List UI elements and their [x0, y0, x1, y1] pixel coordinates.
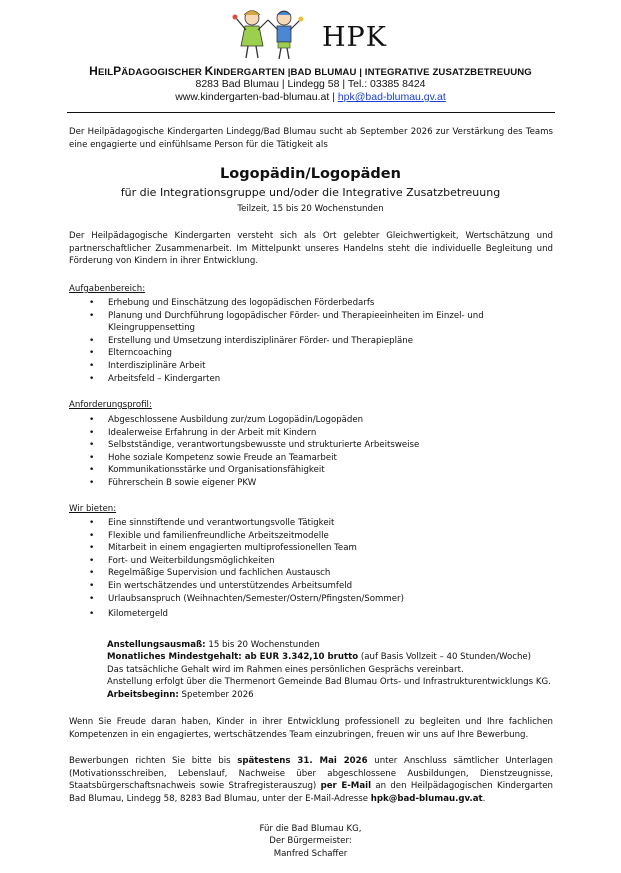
list-item: • Hohe soziale Kompetenz sowie Freude an Teamarbeit — [69, 452, 529, 465]
list-item: • Kilometergeld — [69, 608, 529, 621]
signature-line: Für die Bad Blumau KG, — [259, 824, 362, 834]
detail-gehalt: Monatliches Mindestgehalt: ab EUR 3.342,10 brutto (auf Basis Vollzeit – 40 Stunden/Woche) — [107, 652, 532, 663]
list-item: • Flexible und familienfreundliche Arbeitszeitmodelle — [69, 530, 529, 543]
job-title: Logopädin/Logopäden — [220, 166, 401, 182]
list-item: • Erhebung und Einschätzung des logopädischen Förderbedarfs — [69, 297, 529, 310]
organization-address: 8283 Bad Blumau | Lindegg 58 | Tel.: 03385 8424 — [195, 78, 426, 90]
children-logo-icon — [228, 6, 308, 62]
list-item: • Ein wertschätzendes und unterstützendes Arbeitsumfeld — [69, 580, 529, 593]
detail-ausmass: Anstellungsausmaß: 15 bis 20 Wochenstunden — [107, 640, 320, 650]
section-heading-aufgaben: Aufgabenbereich: — [69, 284, 146, 294]
contact-line: www.kindergarten-bad-blumau.at | hpk@bad-blumau.gv.at — [175, 91, 446, 103]
list-item: • Idealerweise Erfahrung in der Arbeit mit Kindern — [69, 427, 529, 440]
list-item: • Erstellung und Umsetzung interdisziplinärer Förder- und Therapiepläne — [69, 335, 529, 348]
website-link[interactable]: www.kindergarten-bad-blumau.at — [175, 91, 330, 103]
list-item: • Mitarbeit in einem engagierten multiprofessionellen Team — [69, 542, 529, 555]
application-email[interactable]: hpk@bad-blumau.gv.at — [370, 793, 483, 804]
paragraph-mission: Der Heilpädagogische Kindergarten versteht sich als Ort gelebter Gleichwertigkeit, Wertschätzung und partnerschaftlicher Zusammenarbeit. Im Mittelpunkt unseres Handelns steht die individuelle Begleitung und Förderung von Kindern in ihrer Entwicklung. — [69, 231, 553, 267]
email-link[interactable]: hpk@bad-blumau.gv.at — [337, 91, 446, 103]
job-subtitle: für die Integrationsgruppe und/oder die Integrative Zusatzbetreuung — [120, 186, 501, 199]
section-heading-bieten: Wir bieten: — [69, 504, 117, 514]
list-item: • Arbeitsfeld – Kindergarten — [69, 373, 529, 386]
list-item: • Führerschein B sowie eigener PKW — [69, 477, 529, 490]
header-divider — [67, 112, 555, 113]
list-bieten — [69, 517, 529, 621]
paragraph-invitation: Wenn Sie Freude daran haben, Kinder in ihrer Entwicklung professionell zu begleiten und Ihre fachlichen Kompetenzen in ein engagiertes, wertschätzendes Team einzubringen, freuen wir uns auf Ihre Bewerbung. — [69, 717, 553, 740]
organization-name: HEILPÄDAGOGISCHER KINDERGARTEN |BAD BLUMAU | INTEGRATIVE ZUSATZBETREUUNG — [89, 64, 532, 78]
paragraph-application: Bewerbungen richten Sie bitte bis spätestens 31. Mai 2026 unter Anschluss sämtlicher Unterlagen (Motivationsschreiben, Lebenslauf, Nachweise über abgeschlossene Ausbildungen, Dienstzeugnisse, Staatsbürgerschaftsnachweis sowie Strafregisterauszug) per E-Mail an den Heilpädagogischen Kindergarten Bad Blumau, Lindegg 58, 8283 Bad Blumau, unter der E-Mail-Adresse hpk@bad-blumau.gv.at. — [69, 756, 554, 804]
job-hours: Teilzeit, 15 bis 20 Wochenstunden — [237, 204, 384, 214]
intro-text: Der Heilpädagogische Kindergarten Lindegg/Bad Blumau sucht ab September 2026 zur Verstärkung des Teams eine engagierte und einfühlsame Person für die Tätigkeit als — [69, 127, 553, 150]
list-item: • Elterncoaching — [69, 347, 529, 360]
signature-block — [0, 823, 621, 860]
list-item: • Eine sinnstiftende und verantwortungsvolle Tätigkeit — [69, 517, 529, 530]
detail-gehalt-info: Das tatsächliche Gehalt wird im Rahmen eines persönlichen Gesprächs vereinbart. — [107, 664, 464, 675]
list-item: • Selbstständige, verantwortungsbewusste und strukturierte Arbeitsweise — [69, 439, 529, 452]
list-item: • Kommunikationsstärke und Organisationsfähigkeit — [69, 464, 529, 477]
signature-line: Der Bürgermeister: — [269, 836, 352, 847]
signature-name: Manfred Schaffer — [273, 848, 348, 859]
logo-text: HPK — [322, 22, 387, 53]
header-logo — [0, 6, 621, 62]
list-item: • Abgeschlossene Ausbildung zur/zum Logopädin/Logopäden — [69, 414, 529, 427]
list-aufgaben — [69, 297, 529, 385]
section-heading-anforderungen: Anforderungsprofil: — [69, 400, 152, 410]
detail-anstellung: Anstellung erfolgt über die Thermenort Gemeinde Bad Blumau Orts- und Infrastrukturentwicklungs KG. — [107, 677, 551, 688]
list-item: • Interdisziplinäre Arbeit — [69, 360, 529, 373]
list-anforderungen — [69, 414, 529, 490]
list-item: • Urlaubsanspruch (Weihnachten/Semester/Ostern/Pfingsten/Sommer) — [69, 593, 529, 606]
employment-details — [107, 639, 567, 701]
list-item: • Regelmäßige Supervision und fachlichen Austausch — [69, 567, 529, 580]
list-item: • Fort- und Weiterbildungsmöglichkeiten — [69, 555, 529, 568]
list-item: • Planung und Durchführung logopädischer Förder- und Therapieeinheiten im Einzel- und Kleingruppensetting — [69, 310, 529, 335]
detail-beginn: Arbeitsbeginn: Spetember 2026 — [107, 689, 254, 700]
